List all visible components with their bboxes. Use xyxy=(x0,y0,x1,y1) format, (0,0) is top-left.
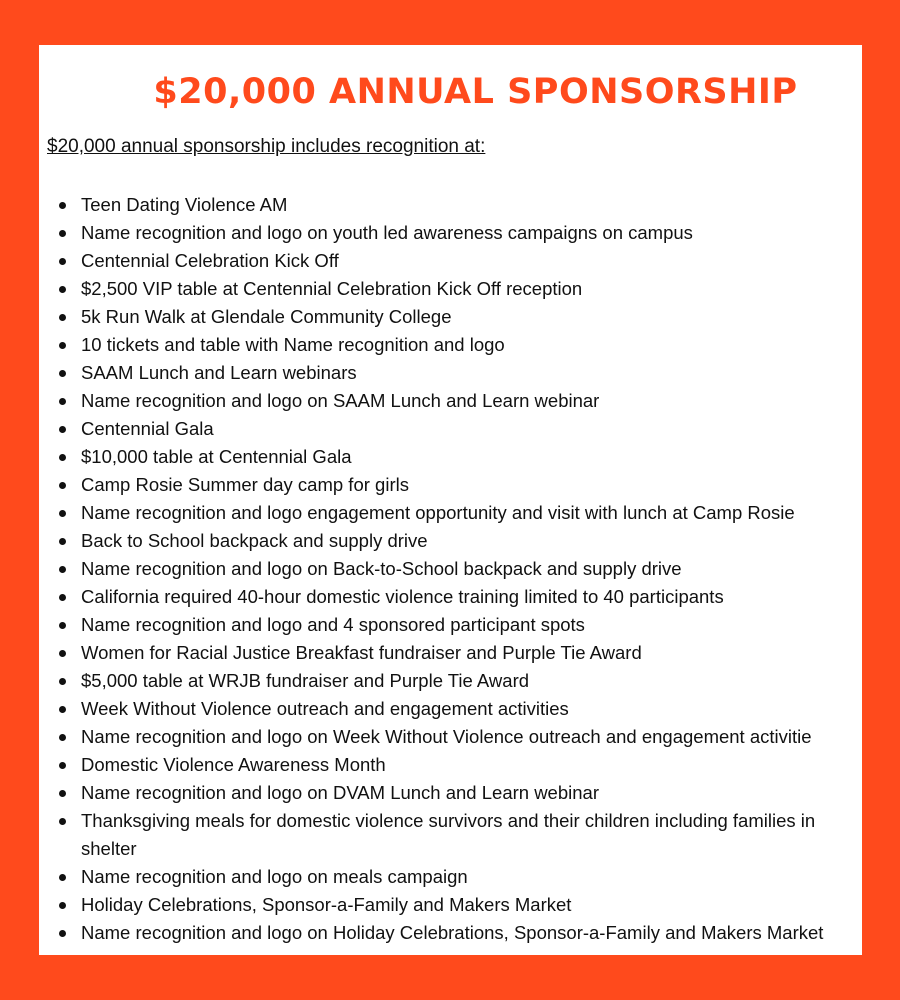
bullet-icon xyxy=(59,342,66,349)
list-item-text: Domestic Violence Awareness Month xyxy=(81,754,386,775)
bullet-icon xyxy=(59,594,66,601)
list-item-text: Name recognition and logo on Back-to-School backpack and supply drive xyxy=(81,558,682,579)
list-item xyxy=(39,891,862,919)
bullet-icon xyxy=(59,902,66,909)
bullet-icon xyxy=(59,398,66,405)
list-item xyxy=(39,219,862,247)
list-item xyxy=(39,527,862,555)
content-card xyxy=(39,45,862,955)
list-item xyxy=(39,387,862,415)
bullet-icon xyxy=(59,622,66,629)
bullet-icon xyxy=(59,818,66,825)
bullet-icon xyxy=(59,678,66,685)
list-item-text: Back to School backpack and supply drive xyxy=(81,530,428,551)
list-item xyxy=(39,695,862,723)
list-item-text: Name recognition and logo on DVAM Lunch and Learn webinar xyxy=(81,782,599,803)
intro-text: $20,000 annual sponsorship includes recognition at: xyxy=(47,136,486,157)
list-item xyxy=(39,919,862,947)
list-item-text: $10,000 table at Centennial Gala xyxy=(81,446,352,467)
list-item-text: $2,500 VIP table at Centennial Celebration Kick Off reception xyxy=(81,278,583,299)
list-item-text: Name recognition and logo on SAAM Lunch and Learn webinar xyxy=(81,390,600,411)
list-item-text: Women for Racial Justice Breakfast fundraiser and Purple Tie Award xyxy=(81,642,642,663)
bullet-icon xyxy=(59,510,66,517)
list-item xyxy=(39,331,862,359)
bullet-icon xyxy=(59,790,66,797)
list-item xyxy=(39,611,862,639)
list-item-text: Camp Rosie Summer day camp for girls xyxy=(81,474,409,495)
bullet-icon xyxy=(59,650,66,657)
list-item xyxy=(39,247,862,275)
list-item-text: 10 tickets and table with Name recognition and logo xyxy=(81,334,505,355)
list-item-text: SAAM Lunch and Learn webinars xyxy=(81,362,357,383)
bullet-icon xyxy=(59,762,66,769)
bullet-icon xyxy=(59,930,66,937)
list-item-text: Holiday Celebrations, Sponsor-a-Family and Makers Market xyxy=(81,894,572,915)
list-item xyxy=(39,667,862,695)
list-item xyxy=(39,415,862,443)
bullet-icon xyxy=(59,566,66,573)
bullet-icon xyxy=(59,706,66,713)
bullet-icon xyxy=(59,454,66,461)
list-item-text: Name recognition and logo on meals campaign xyxy=(81,866,468,887)
list-item xyxy=(39,807,862,863)
bullet-icon xyxy=(59,482,66,489)
page-title: $20,000 ANNUAL SPONSORSHIP xyxy=(153,72,798,112)
list-item-text: California required 40-hour domestic violence training limited to 40 participants xyxy=(81,586,724,607)
bullet-icon xyxy=(59,202,66,209)
list-item xyxy=(39,779,862,807)
bullet-icon xyxy=(59,538,66,545)
list-item-text: Centennial Celebration Kick Off xyxy=(81,250,339,271)
list-item xyxy=(39,583,862,611)
list-item-text: Name recognition and logo on Week Without Violence outreach and engagement activitie xyxy=(81,726,812,747)
list-item-text: 5k Run Walk at Glendale Community College xyxy=(81,306,452,327)
list-item xyxy=(39,555,862,583)
list-item xyxy=(39,499,862,527)
bullet-icon xyxy=(59,370,66,377)
list-item-text: Teen Dating Violence AM xyxy=(81,194,288,215)
list-item xyxy=(39,359,862,387)
bullet-icon xyxy=(59,314,66,321)
list-item xyxy=(39,723,862,751)
list-item xyxy=(39,751,862,779)
sponsorship-list xyxy=(39,191,862,947)
list-item-text: Thanksgiving meals for domestic violence survivors and their children including families in shelter xyxy=(81,810,816,859)
list-item xyxy=(39,303,862,331)
list-item xyxy=(39,275,862,303)
list-item xyxy=(39,863,862,891)
bullet-icon xyxy=(59,874,66,881)
list-item-text: $5,000 table at WRJB fundraiser and Purple Tie Award xyxy=(81,670,530,691)
list-item xyxy=(39,639,862,667)
list-item xyxy=(39,191,862,219)
list-item-text: Name recognition and logo on youth led awareness campaigns on campus xyxy=(81,222,693,243)
bullet-icon xyxy=(59,734,66,741)
list-item-text: Centennial Gala xyxy=(81,418,214,439)
list-item-text: Name recognition and logo and 4 sponsored participant spots xyxy=(81,614,585,635)
list-item xyxy=(39,443,862,471)
list-item-text: Name recognition and logo engagement opportunity and visit with lunch at Camp Rosie xyxy=(81,502,795,523)
bullet-icon xyxy=(59,426,66,433)
list-item xyxy=(39,471,862,499)
bullet-icon xyxy=(59,230,66,237)
bullet-icon xyxy=(59,258,66,265)
list-item-text: Week Without Violence outreach and engagement activities xyxy=(81,698,569,719)
list-item-text: Name recognition and logo on Holiday Celebrations, Sponsor-a-Family and Makers Market xyxy=(81,922,824,943)
bullet-icon xyxy=(59,286,66,293)
